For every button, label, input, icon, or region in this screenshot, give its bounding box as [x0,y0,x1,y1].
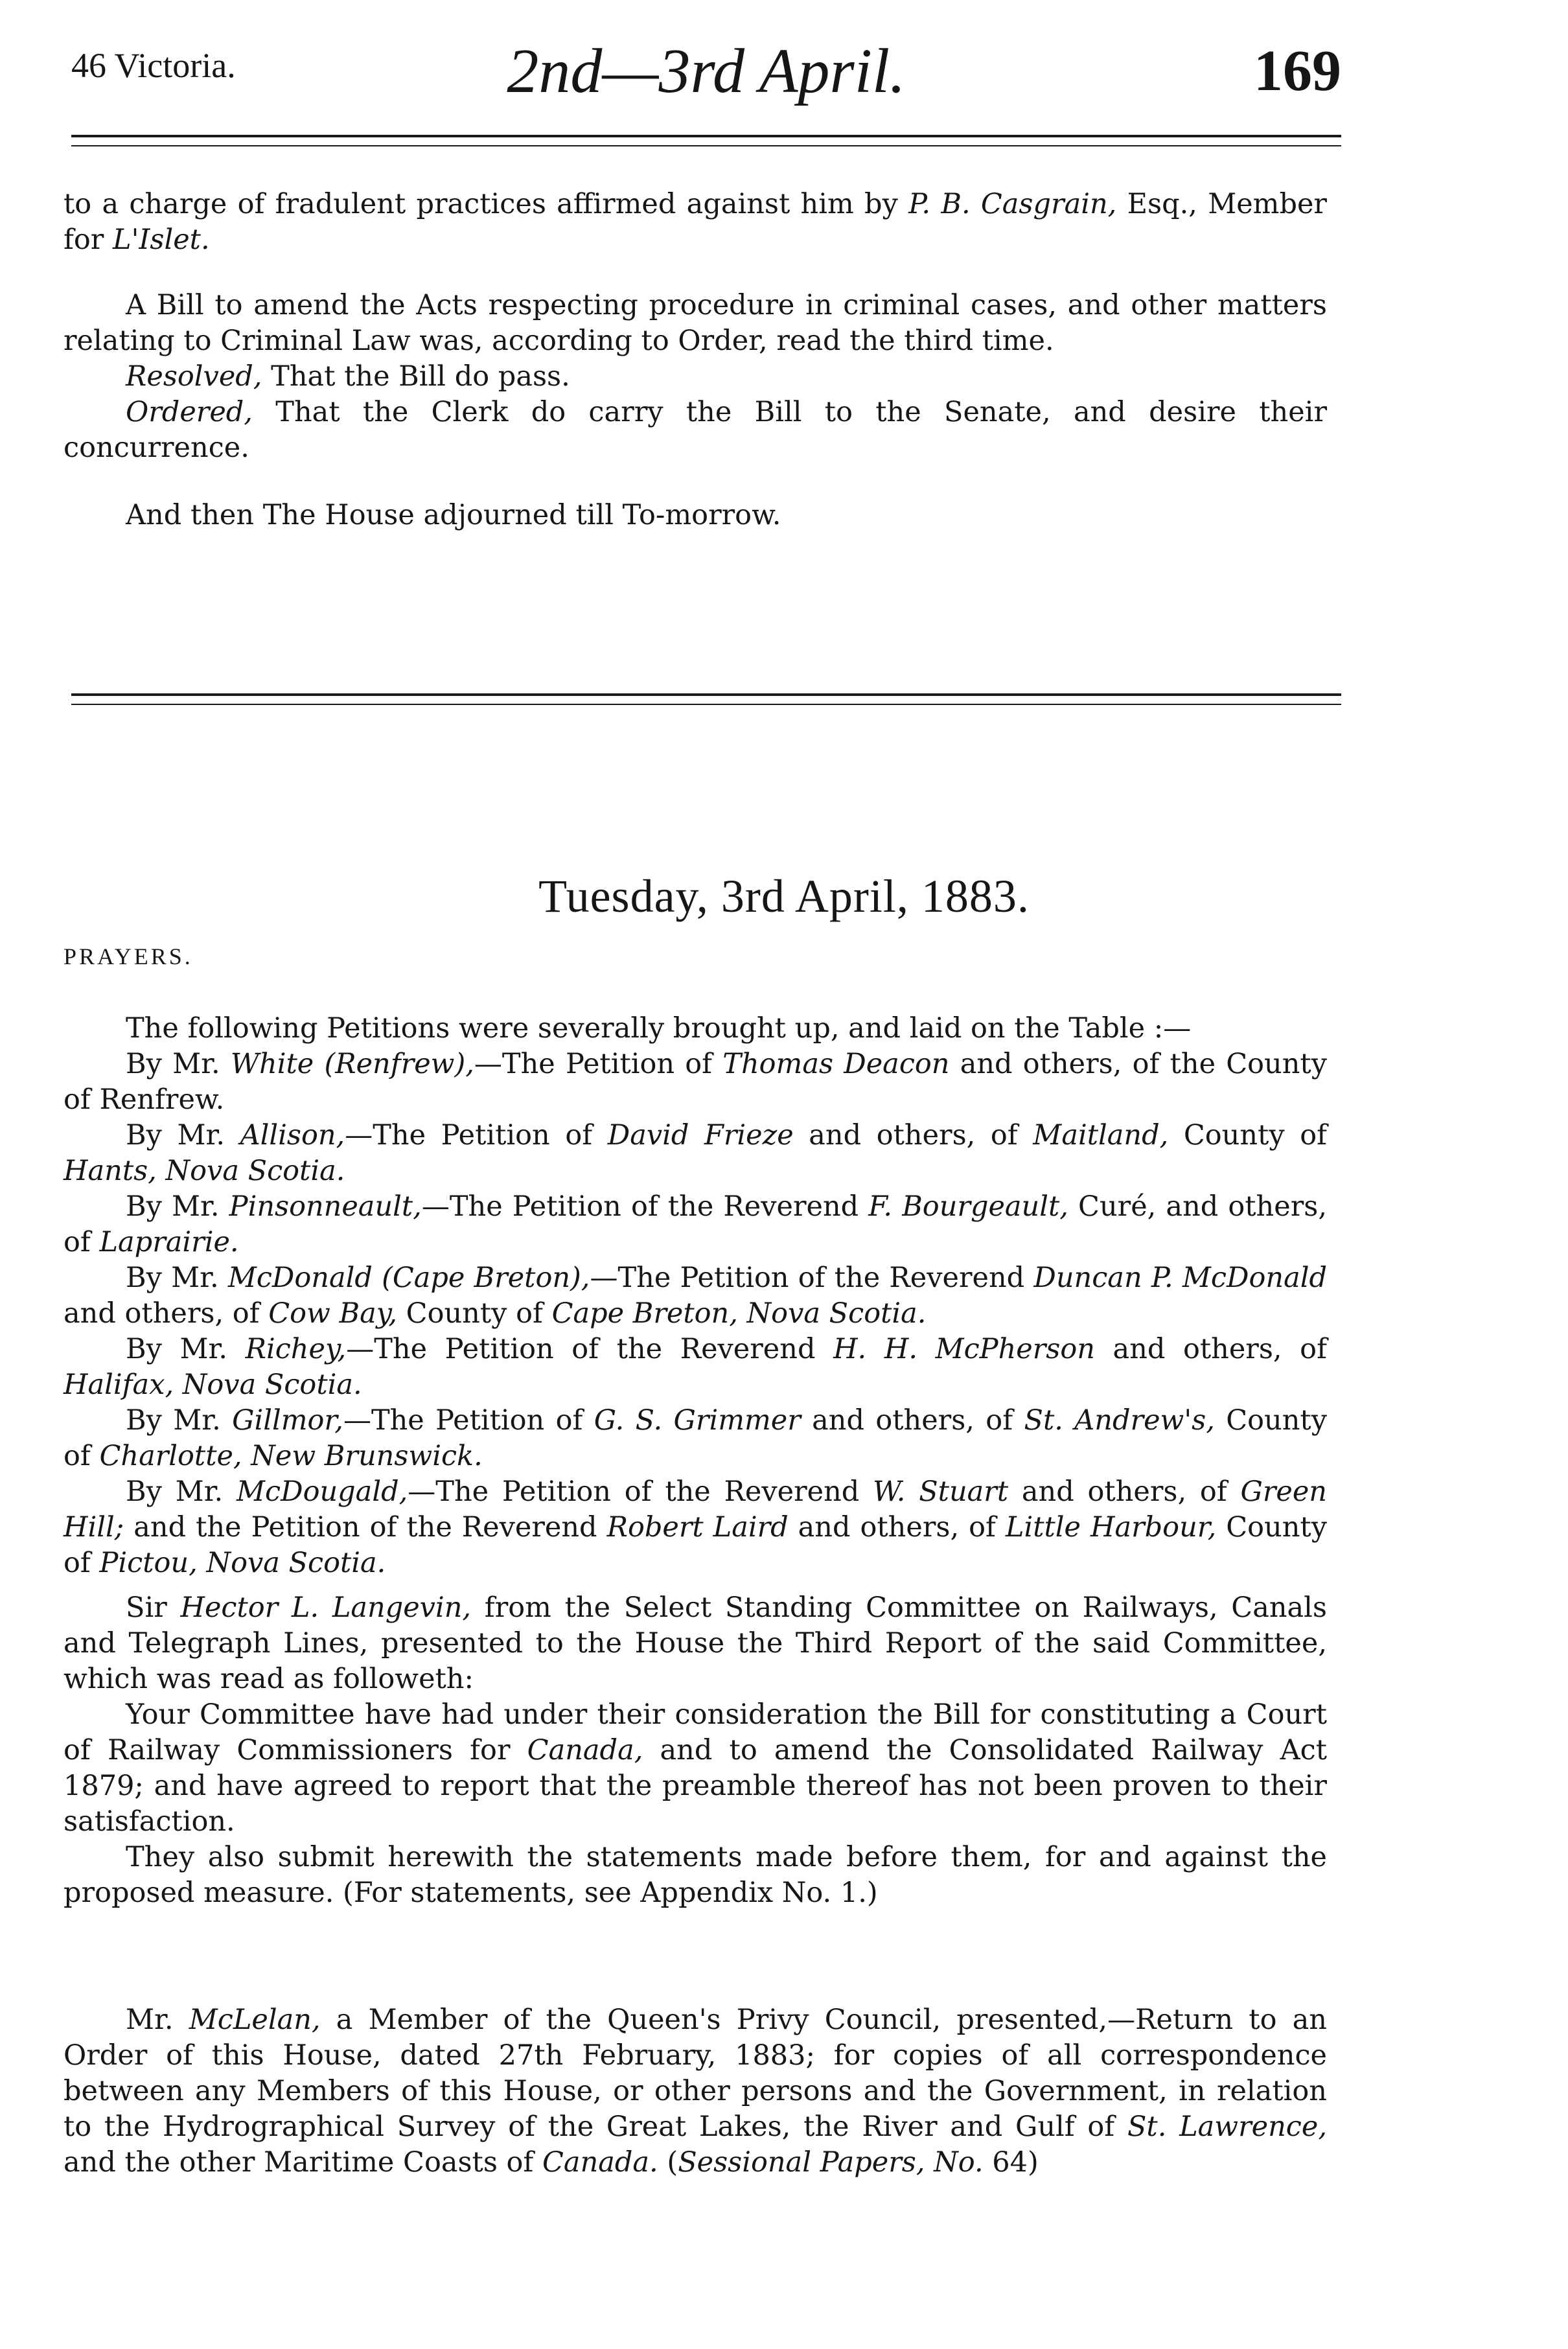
text-run: —The Petition of the Reverend [421,1190,869,1223]
italic-name-run: Canada, [527,1734,643,1766]
petition-item [63,1118,1327,1189]
petition-item [63,1047,1327,1118]
petitions-section [63,1011,1327,1581]
text-run: and others, of [63,1297,269,1330]
italic-name-run: F. Bourgeault, [868,1190,1068,1223]
committee-report-section [63,1590,1327,1911]
text-run: Curé, and others, of [63,1190,1327,1258]
italic-name-run: St. Lawrence, [1127,2111,1328,2143]
italic-name-run: Allison, [240,1119,345,1151]
italic-name-run: Robert Laird [606,1511,789,1544]
text-run: —The Petition of the Reverend [590,1262,1034,1294]
committee-report-text [63,1697,1327,1840]
italic-name-run: G. S. Grimmer [594,1404,801,1437]
text-run: and others, of [788,1511,1006,1544]
header-divider [71,135,1341,146]
text-run: County of [63,1511,1328,1579]
italic-name-run: P. B. Casgrain, [908,188,1117,220]
prior-day-continuation [63,187,1327,258]
italic-name-run: W. Stuart [873,1475,1009,1508]
day-heading: Tuesday, 3rd April, 1883. [538,870,1030,922]
text-run: and the Petition of the Reverend [124,1511,607,1544]
resolved-paragraph [63,359,1327,395]
ordered-paragraph [63,395,1327,466]
text-run: —The Petition of the Reverend [346,1333,834,1365]
italic-name-run: David Frieze [607,1119,794,1151]
italic-name-run: Little Harbour, [1005,1511,1217,1544]
text-run: —The Petition of [345,1119,608,1151]
italic-name-run: St. Andrew's, [1024,1404,1215,1437]
text-run: and others, of [793,1119,1033,1151]
session-label: 46 Victoria. [71,46,236,85]
petition-item [63,1474,1327,1581]
italic-name-run: Sessional Papers, No. [678,2146,984,2179]
petition-item [63,1403,1327,1474]
italic-name-run: Hector L. Langevin, [180,1591,472,1624]
header-date: 2nd—3rd April. [507,36,906,106]
text-run: By Mr. [126,1048,231,1080]
italic-name-run: Green Hill; [63,1475,1327,1544]
committee-statements: They also submit herewith the statements made before them, for and against the proposed measure. (For statements, see Appendix No. 1.) [63,1841,1327,1909]
italic-name-run: Pictou, Nova Scotia. [99,1547,386,1579]
page-number: 169 [1254,39,1341,103]
italic-name-run: Hants, Nova Scotia. [63,1155,345,1187]
adjournment-paragraph: And then The House adjourned till To-morrow. [126,499,781,531]
text-run: County of [63,1404,1328,1472]
text-run: That the Bill do pass. [262,360,570,393]
petition-item [63,1332,1327,1403]
committee-presentation [63,1590,1327,1697]
return-paragraph [63,2002,1327,2181]
text-run: and others, of the County of Renfrew. [63,1048,1327,1116]
text-run: —The Petition of the Reverend [408,1475,873,1508]
italic-name-run: Pinsonneault, [229,1190,422,1223]
text-run: That the Clerk do carry the Bill to the Senate, and desire their concurrence. [63,396,1327,464]
bill-third-reading: A Bill to amend the Acts respecting procedure in criminal cases, and other matters relating to Criminal Law was, according to Order, read the third time. [63,289,1327,357]
text-run: By Mr. [126,1333,246,1365]
text-run: and others, of [1008,1475,1241,1508]
text-run: and the other Maritime Coasts of [63,2146,543,2179]
italic-name-run: Cape Breton, Nova Scotia. [551,1297,927,1330]
italic-name-run: L'Islet. [113,224,210,256]
adjournment-section [63,498,1327,533]
text-run: Mr. [126,2004,189,2036]
text-run: Esq., Member for [63,188,1327,256]
text-run: and others, of [800,1404,1024,1437]
italic-name-run: McDougald, [236,1475,408,1508]
text-run: to a charge of fradulent practices affirmed against him by [63,188,909,220]
petition-item [63,1189,1327,1260]
text-run: from the Select Standing Committee on Railways, Canals and Telegraph Lines, presented to the House the Third Report of the said Committee, which was read as followeth: [63,1591,1327,1695]
italic-name-run: Maitland, [1033,1119,1169,1151]
italic-name-run: Thomas Deacon [722,1048,950,1080]
text-run: Your Committee have had under their consideration the Bill for constituting a Court of Railway Commissioners for [63,1698,1327,1766]
italic-name-run: Charlotte, New Brunswick. [99,1440,483,1472]
text-run: Sir [126,1591,181,1624]
text-run: 64) [983,2146,1039,2179]
text-run: —The Petition of [343,1404,594,1437]
return-section [63,2002,1327,2181]
text-run: By Mr. [126,1475,236,1508]
running-header [71,26,1341,117]
petitions-intro: The following Petitions were severally brought up, and laid on the Table :— [126,1012,1192,1045]
prayers-margin-note: PRAYERS. [63,943,193,969]
text-run: —The Petition of [474,1048,723,1080]
text-run: County of [1168,1119,1328,1151]
italic-name-run: McDonald (Cape Breton), [227,1262,590,1294]
text-run: County of [397,1297,552,1330]
italic-name-run: Ordered, [126,396,253,428]
italic-name-run: Gillmor, [232,1404,343,1437]
italic-name-run: Laprairie. [99,1226,239,1258]
text-run: By Mr. [126,1404,233,1437]
italic-name-run: Halifax, Nova Scotia. [63,1369,362,1401]
bill-third-reading-section [63,288,1327,466]
italic-name-run: McLelan, [189,2004,321,2036]
text-run: a Member of the Queen's Privy Council, presented,—Return to an Order of this House, dated 27th February, 1883; for copies of all correspondence between any Members of this House, or other persons and the Government, in relation to the Hydrographical Survey of the Great Lakes, the River and Gulf of [63,2004,1327,2143]
text-run: ( [658,2146,678,2179]
day-divider [71,693,1341,705]
italic-name-run: Duncan P. McDonald [1033,1262,1327,1294]
italic-name-run: Canada. [542,2146,658,2179]
italic-name-run: Resolved, [126,360,262,393]
text-run: and to amend the Consolidated Railway Act 1879; and have agreed to report that the preamble thereof has not been proven to their satisfaction. [63,1734,1328,1838]
charge-paragraph [63,187,1327,258]
petition-item [63,1260,1327,1332]
text-run: By Mr. [126,1119,240,1151]
italic-name-run: Richey, [245,1333,347,1365]
text-run: By Mr. [126,1262,228,1294]
italic-name-run: Cow Bay, [268,1297,398,1330]
italic-name-run: H. H. McPherson [833,1333,1095,1365]
text-run: By Mr. [126,1190,229,1223]
italic-name-run: White (Renfrew), [230,1048,474,1080]
text-run: and others, of [1094,1333,1327,1365]
